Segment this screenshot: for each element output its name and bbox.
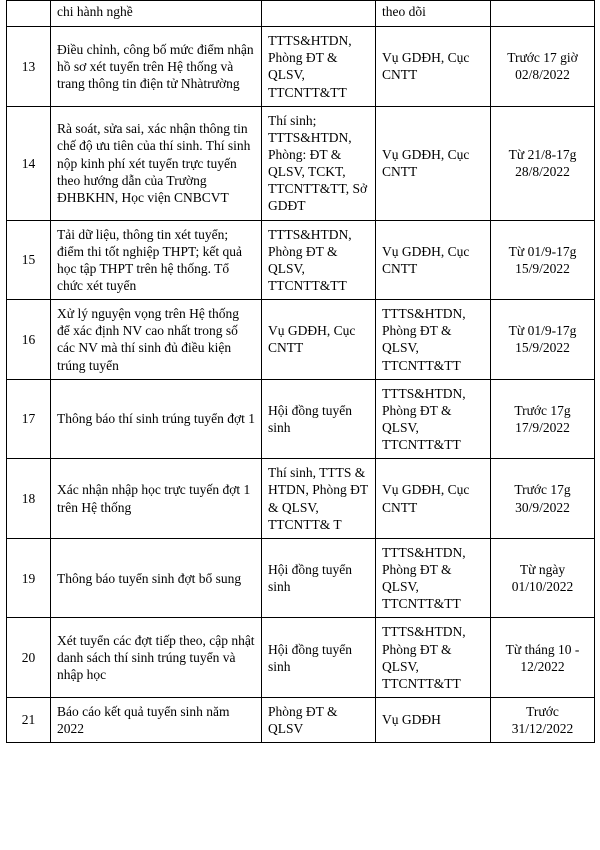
- table-row: [7, 379, 595, 459]
- cell-monitor: Vụ GDĐH, Cục CNTT: [376, 27, 491, 107]
- cell-time: [491, 1, 595, 27]
- cell-time: Từ tháng 10 - 12/2022: [491, 618, 595, 698]
- cell-task: Thông báo thí sinh trúng tuyển đợt 1: [51, 379, 262, 459]
- cell-time: Trước 17 giờ 02/8/2022: [491, 27, 595, 107]
- cell-task: Rà soát, sửa sai, xác nhận thông tin chế độ ưu tiên của thí sinh. Thí sinh nộp kinh phí xét tuyển trực tuyến theo hướng dẫn của Trường ĐHBKHN, Học viện CNBCVT: [51, 106, 262, 220]
- table-row: [7, 300, 595, 380]
- admission-schedule-table: [6, 0, 595, 743]
- cell-monitor: TTTS&HTDN, Phòng ĐT & QLSV, TTCNTT&TT: [376, 379, 491, 459]
- cell-num: 21: [7, 697, 51, 742]
- table-row: [7, 538, 595, 618]
- cell-task: Xác nhận nhập học trực tuyến đợt 1 trên Hệ thống: [51, 459, 262, 539]
- cell-monitor: TTTS&HTDN, Phòng ĐT & QLSV, TTCNTT&TT: [376, 538, 491, 618]
- table-row: [7, 220, 595, 300]
- cell-num: 18: [7, 459, 51, 539]
- cell-num: 17: [7, 379, 51, 459]
- cell-num: 15: [7, 220, 51, 300]
- table-row: [7, 106, 595, 220]
- cell-org: Thí sinh; TTTS&HTDN, Phòng: ĐT & QLSV, TCKT, TTCNTT&TT, Sở GDĐT: [262, 106, 376, 220]
- cell-org: TTTS&HTDN, Phòng ĐT & QLSV, TTCNTT&TT: [262, 27, 376, 107]
- cell-task: chi hành nghề: [51, 1, 262, 27]
- table-row: [7, 618, 595, 698]
- cell-org: Thí sinh, TTTS & HTDN, Phòng ĐT & QLSV, TTCNTT& T: [262, 459, 376, 539]
- cell-task: Điều chỉnh, công bố mức điểm nhận hồ sơ xét tuyển trên Hệ thống và trang thông tin điện tử Nhàtrường: [51, 27, 262, 107]
- cell-monitor: Vụ GDĐH: [376, 697, 491, 742]
- cell-time: Trước 17g 17/9/2022: [491, 379, 595, 459]
- cell-task: Thông báo tuyển sinh đợt bổ sung: [51, 538, 262, 618]
- cell-task: Báo cáo kết quả tuyển sinh năm 2022: [51, 697, 262, 742]
- cell-num: [7, 1, 51, 27]
- cell-time: Trước 31/12/2022: [491, 697, 595, 742]
- cell-monitor: Vụ GDĐH, Cục CNTT: [376, 220, 491, 300]
- cell-num: 19: [7, 538, 51, 618]
- cell-monitor: Vụ GDĐH, Cục CNTT: [376, 459, 491, 539]
- cell-monitor: theo dõi: [376, 1, 491, 27]
- table-row: [7, 459, 595, 539]
- cell-time: Từ 01/9-17g 15/9/2022: [491, 220, 595, 300]
- cell-monitor: TTTS&HTDN, Phòng ĐT & QLSV, TTCNTT&TT: [376, 618, 491, 698]
- cell-num: 16: [7, 300, 51, 380]
- cell-org: Vụ GDĐH, Cục CNTT: [262, 300, 376, 380]
- cell-num: 13: [7, 27, 51, 107]
- cell-monitor: Vụ GDĐH, Cục CNTT: [376, 106, 491, 220]
- table-body: [7, 1, 595, 743]
- cell-org: Hội đồng tuyển sinh: [262, 538, 376, 618]
- cell-org: Hội đồng tuyển sinh: [262, 379, 376, 459]
- cell-task: Xét tuyển các đợt tiếp theo, cập nhật danh sách thí sinh trúng tuyển và nhập học: [51, 618, 262, 698]
- cell-org: [262, 1, 376, 27]
- cell-org: Hội đồng tuyển sinh: [262, 618, 376, 698]
- cell-time: Từ ngày 01/10/2022: [491, 538, 595, 618]
- cell-time: Trước 17g 30/9/2022: [491, 459, 595, 539]
- cell-monitor: TTTS&HTDN, Phòng ĐT & QLSV, TTCNTT&TT: [376, 300, 491, 380]
- table-row: [7, 697, 595, 742]
- cell-org: TTTS&HTDN, Phòng ĐT & QLSV, TTCNTT&TT: [262, 220, 376, 300]
- cell-task: Xử lý nguyện vọng trên Hệ thống để xác định NV cao nhất trong số các NV mà thí sinh đủ điều kiện trúng tuyển: [51, 300, 262, 380]
- table-row-partial: [7, 1, 595, 27]
- cell-num: 20: [7, 618, 51, 698]
- cell-num: 14: [7, 106, 51, 220]
- cell-org: Phòng ĐT & QLSV: [262, 697, 376, 742]
- cell-task: Tải dữ liệu, thông tin xét tuyển; điểm thi tốt nghiệp THPT; kết quả học tập THPT trên hệ thống. Tổ chức xét tuyển: [51, 220, 262, 300]
- cell-time: Từ 01/9-17g 15/9/2022: [491, 300, 595, 380]
- table-row: [7, 27, 595, 107]
- cell-time: Từ 21/8-17g 28/8/2022: [491, 106, 595, 220]
